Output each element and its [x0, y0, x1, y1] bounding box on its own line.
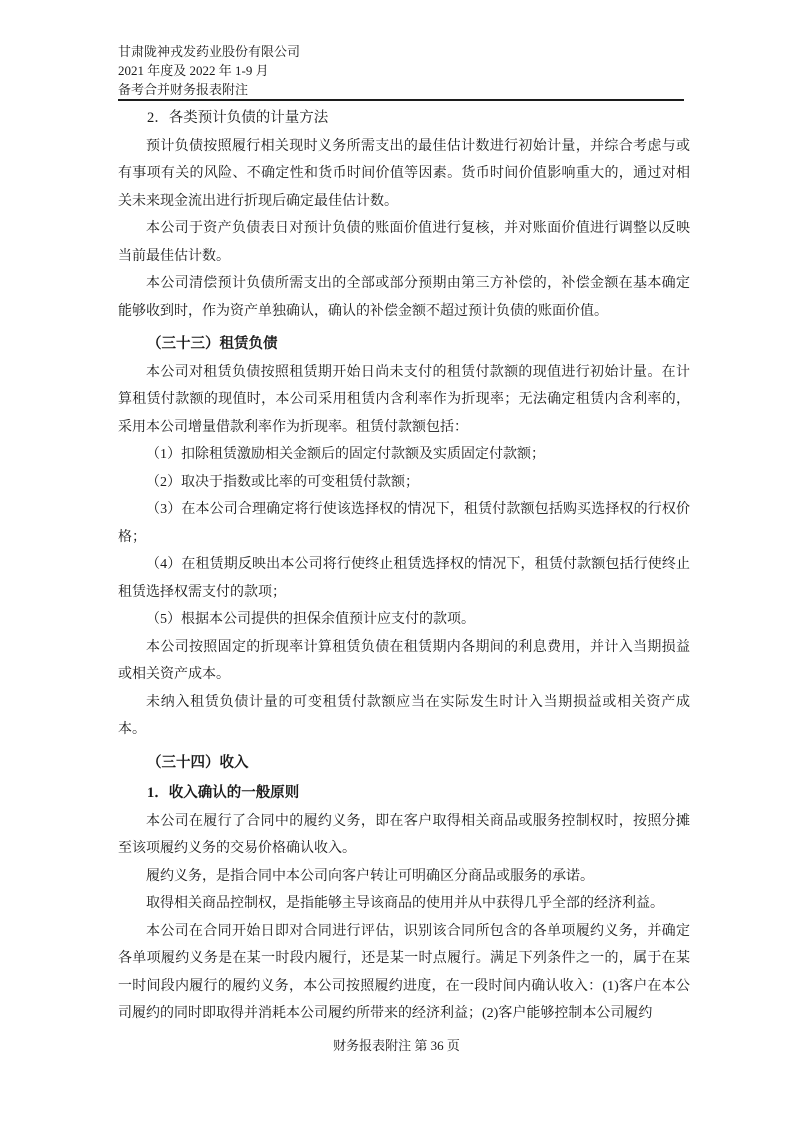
report-period: 2021 年度及 2022 年 1-9 月 — [118, 63, 269, 78]
page-header — [118, 42, 684, 99]
header-rule — [118, 99, 684, 101]
section-heading-revenue: （三十四）收入 — [147, 754, 249, 771]
document-body — [118, 105, 690, 1028]
paragraph: 本公司清偿预计负债所需支出的全部或部分预期由第三方补偿的，补偿金额在基本确定能够收到时，作为资产单独确认，确认的补偿金额不超过预计负债的账面价值。 — [118, 276, 690, 319]
company-name: 甘肃陇神戎发药业股份有限公司 — [118, 44, 301, 59]
section-heading-provision-measurement: 2．各类预计负债的计量方法 — [147, 110, 329, 126]
list-item: （2）取决于指数或比率的可变租赁付款额； — [146, 474, 419, 490]
paragraph: 本公司在履行了合同中的履约义务，即在客户取得相关商品或服务控制权时，按照分摊至该项履约义务的交易价格确认收入。 — [118, 813, 690, 856]
document-title: 备考合并财务报表附注 — [118, 82, 249, 97]
paragraph: 履约义务，是指合同中本公司向客户转让可明确区分商品或服务的承诺。 — [146, 868, 594, 884]
footer-page-label: 财务报表附注 第 36 页 — [333, 1038, 460, 1053]
paragraph: 本公司于资产负债表日对预计负债的账面价值进行复核，并对账面价值进行调整以反映当前最佳估计数。 — [118, 221, 690, 264]
subsection-heading-revenue-recognition: 1．收入确认的一般原则 — [147, 785, 300, 801]
paragraph: 取得相关商品控制权，是指能够主导该商品的使用并从中获得几乎全部的经济利益。 — [146, 896, 664, 911]
list-item: （4）在租赁期反映出本公司将行使终止租赁选择权的情况下，租赁付款额包括行使终止租赁选择权需支付的款项； — [118, 557, 690, 600]
paragraph: 未纳入租赁负债计量的可变租赁付款额应当在实际发生时计入当期损益或相关资产成本。 — [118, 694, 690, 737]
section-heading-lease-liabilities: （三十三）租赁负债 — [147, 336, 278, 352]
list-item: （5）根据本公司提供的担保余值预计应支付的款项。 — [146, 612, 475, 627]
paragraph: 本公司在合同开始日即对合同进行评估，识别该合同所包含的各单项履约义务，并确定各单项履约义务是在某一时段内履行，还是某一时点履行。满足下列条件之一的，属于在某一时间段内履行的履约义务，本公司按照履约进度，在一段时间内确认收入：(1)客户在本公司履约的同时即取得并消耗本公司履约所带来的经济利益；(2)客户能够控制本公司履约 — [118, 923, 690, 1021]
list-item: （1）扣除租赁激励相关金额后的固定付款额及实质固定付款额； — [146, 447, 545, 462]
paragraph: 本公司按照固定的折现率计算租赁负债在租赁期内各期间的利息费用，并计入当期损益或相关资产成本。 — [118, 639, 690, 682]
page-footer — [0, 1037, 793, 1055]
paragraph: 本公司对租赁负债按照租赁期开始日尚未支付的租赁付款额的现值进行初始计量。在计算租赁付款额的现值时，本公司采用租赁内含利率作为折现率；无法确定租赁内含利率的，采用本公司增量借款利率作为折现率。租赁付款额包括： — [118, 364, 690, 435]
list-item: （3）在本公司合理确定将行使该选择权的情况下，租赁付款额包括购买选择权的行权价格； — [118, 502, 690, 545]
paragraph: 预计负债按照履行相关现时义务所需支出的最佳估计数进行初始计量，并综合考虑与或有事项有关的风险、不确定性和货币时间价值等因素。货币时间价值影响重大的，通过对相关未来现金流出进行折现后确定最佳估计数。 — [118, 138, 690, 209]
